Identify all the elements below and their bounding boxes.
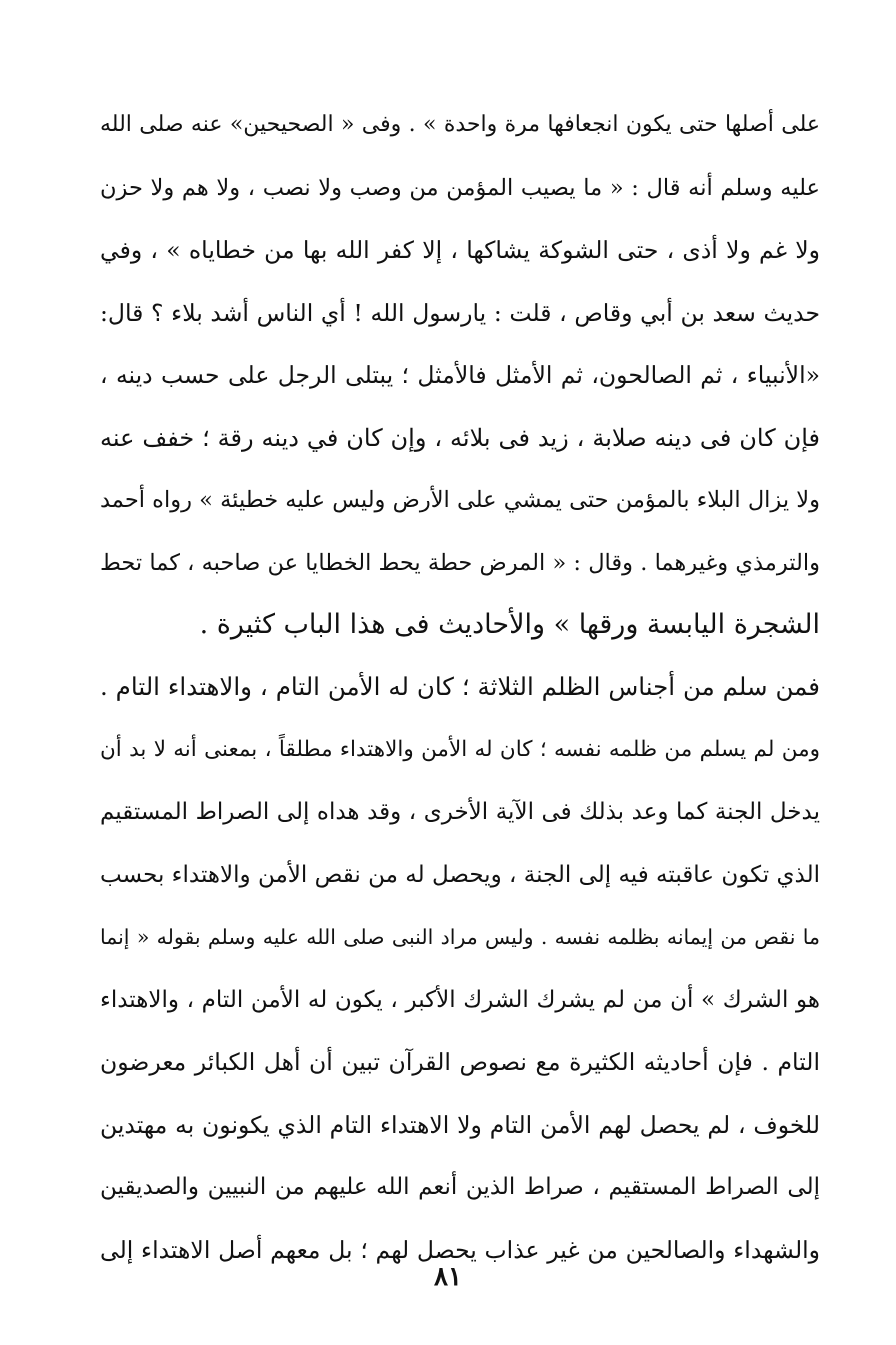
text-line: والترمذي وغيرهما . وقال : « المرض حطة يحط الخطايا عن صاحبه ، كما تحط (100, 549, 820, 576)
text-line: ولا غم ولا أذى ، حتى الشوكة يشاكها ، إلا كفر الله بها من خطاياه » ، وفي (100, 236, 820, 264)
text-line: والشهداء والصالحين من غير عذاب يحصل لهم ؛ بل معهم أصل الاهتداء إلى (100, 1235, 820, 1264)
text-line: للخوف ، لم يحصل لهم الأمن التام ولا الاهتداء التام الذي يكونون به مهتدين (100, 1110, 820, 1139)
paragraph-security-guidance (100, 656, 820, 1281)
text-line: الشجرة اليابسة ورقها » والأحاديث فى هذا الباب كثيرة . (199, 609, 820, 640)
text-line: يدخل الجنة كما وعد بذلك فى الآية الأخرى ، وقد هداه إلى الصراط المستقيم (100, 799, 820, 825)
text-line: فمن سلم من أجناس الظلم الثلاثة ؛ كان له الأمن التام ، والاهتداء التام . (100, 672, 820, 701)
text-line: ومن لم يسلم من ظلمه نفسه ؛ كان له الأمن والاهتداء مطلقاً ، بمعنى أنه لا بد أن (100, 736, 820, 762)
text-line: على أصلها حتى يكون انجعافها مرة واحدة » . وفى « الصحيحين» عنه صلى الله (100, 112, 820, 137)
text-line: التام . فإن أحاديثه الكثيرة مع نصوص القرآن تبين أن أهل الكبائر معرضون (100, 1048, 820, 1076)
page-number: ٨١ (434, 1262, 462, 1292)
text-line: الذي تكون عاقبته فيه إلى الجنة ، ويحصل له من نقص الأمن والاهتداء بحسب (100, 861, 820, 888)
paragraph-hadith-trials (100, 94, 820, 657)
text-line: هو الشرك » أن من لم يشرك الشرك الأكبر ، يكون له الأمن التام ، والاهتداء (100, 986, 820, 1013)
text-line: فإن كان فى دينه صلابة ، زيد فى بلائه ، وإن كان في دينه رقة ؛ خفف عنه (100, 423, 820, 452)
text-line: حديث سعد بن أبي وقاص ، قلت : يارسول الله ! أي الناس أشد بلاء ؟ قال: (100, 298, 820, 327)
text-line: إلى الصراط المستقيم ، صراط الذين أنعم الله عليهم من النبيين والصديقين (100, 1174, 820, 1200)
text-line: ولا يزال البلاء بالمؤمن حتى يمشي على الأرض وليس عليه خطيئة » رواه أحمد (100, 487, 820, 513)
text-line: «الأنبياء ، ثم الصالحون، ثم الأمثل فالأمثل ؛ يبتلى الرجل على حسب دينه ، (100, 361, 820, 389)
text-line: عليه وسلم أنه قال : « ما يصيب المؤمن من وصب ولا نصب ، ولا هم ولا حزن (100, 174, 820, 201)
text-line: ما نقص من إيمانه بظلمه نفسه . وليس مراد النبى صلى الله عليه وسلم بقوله « إنما (100, 925, 820, 949)
